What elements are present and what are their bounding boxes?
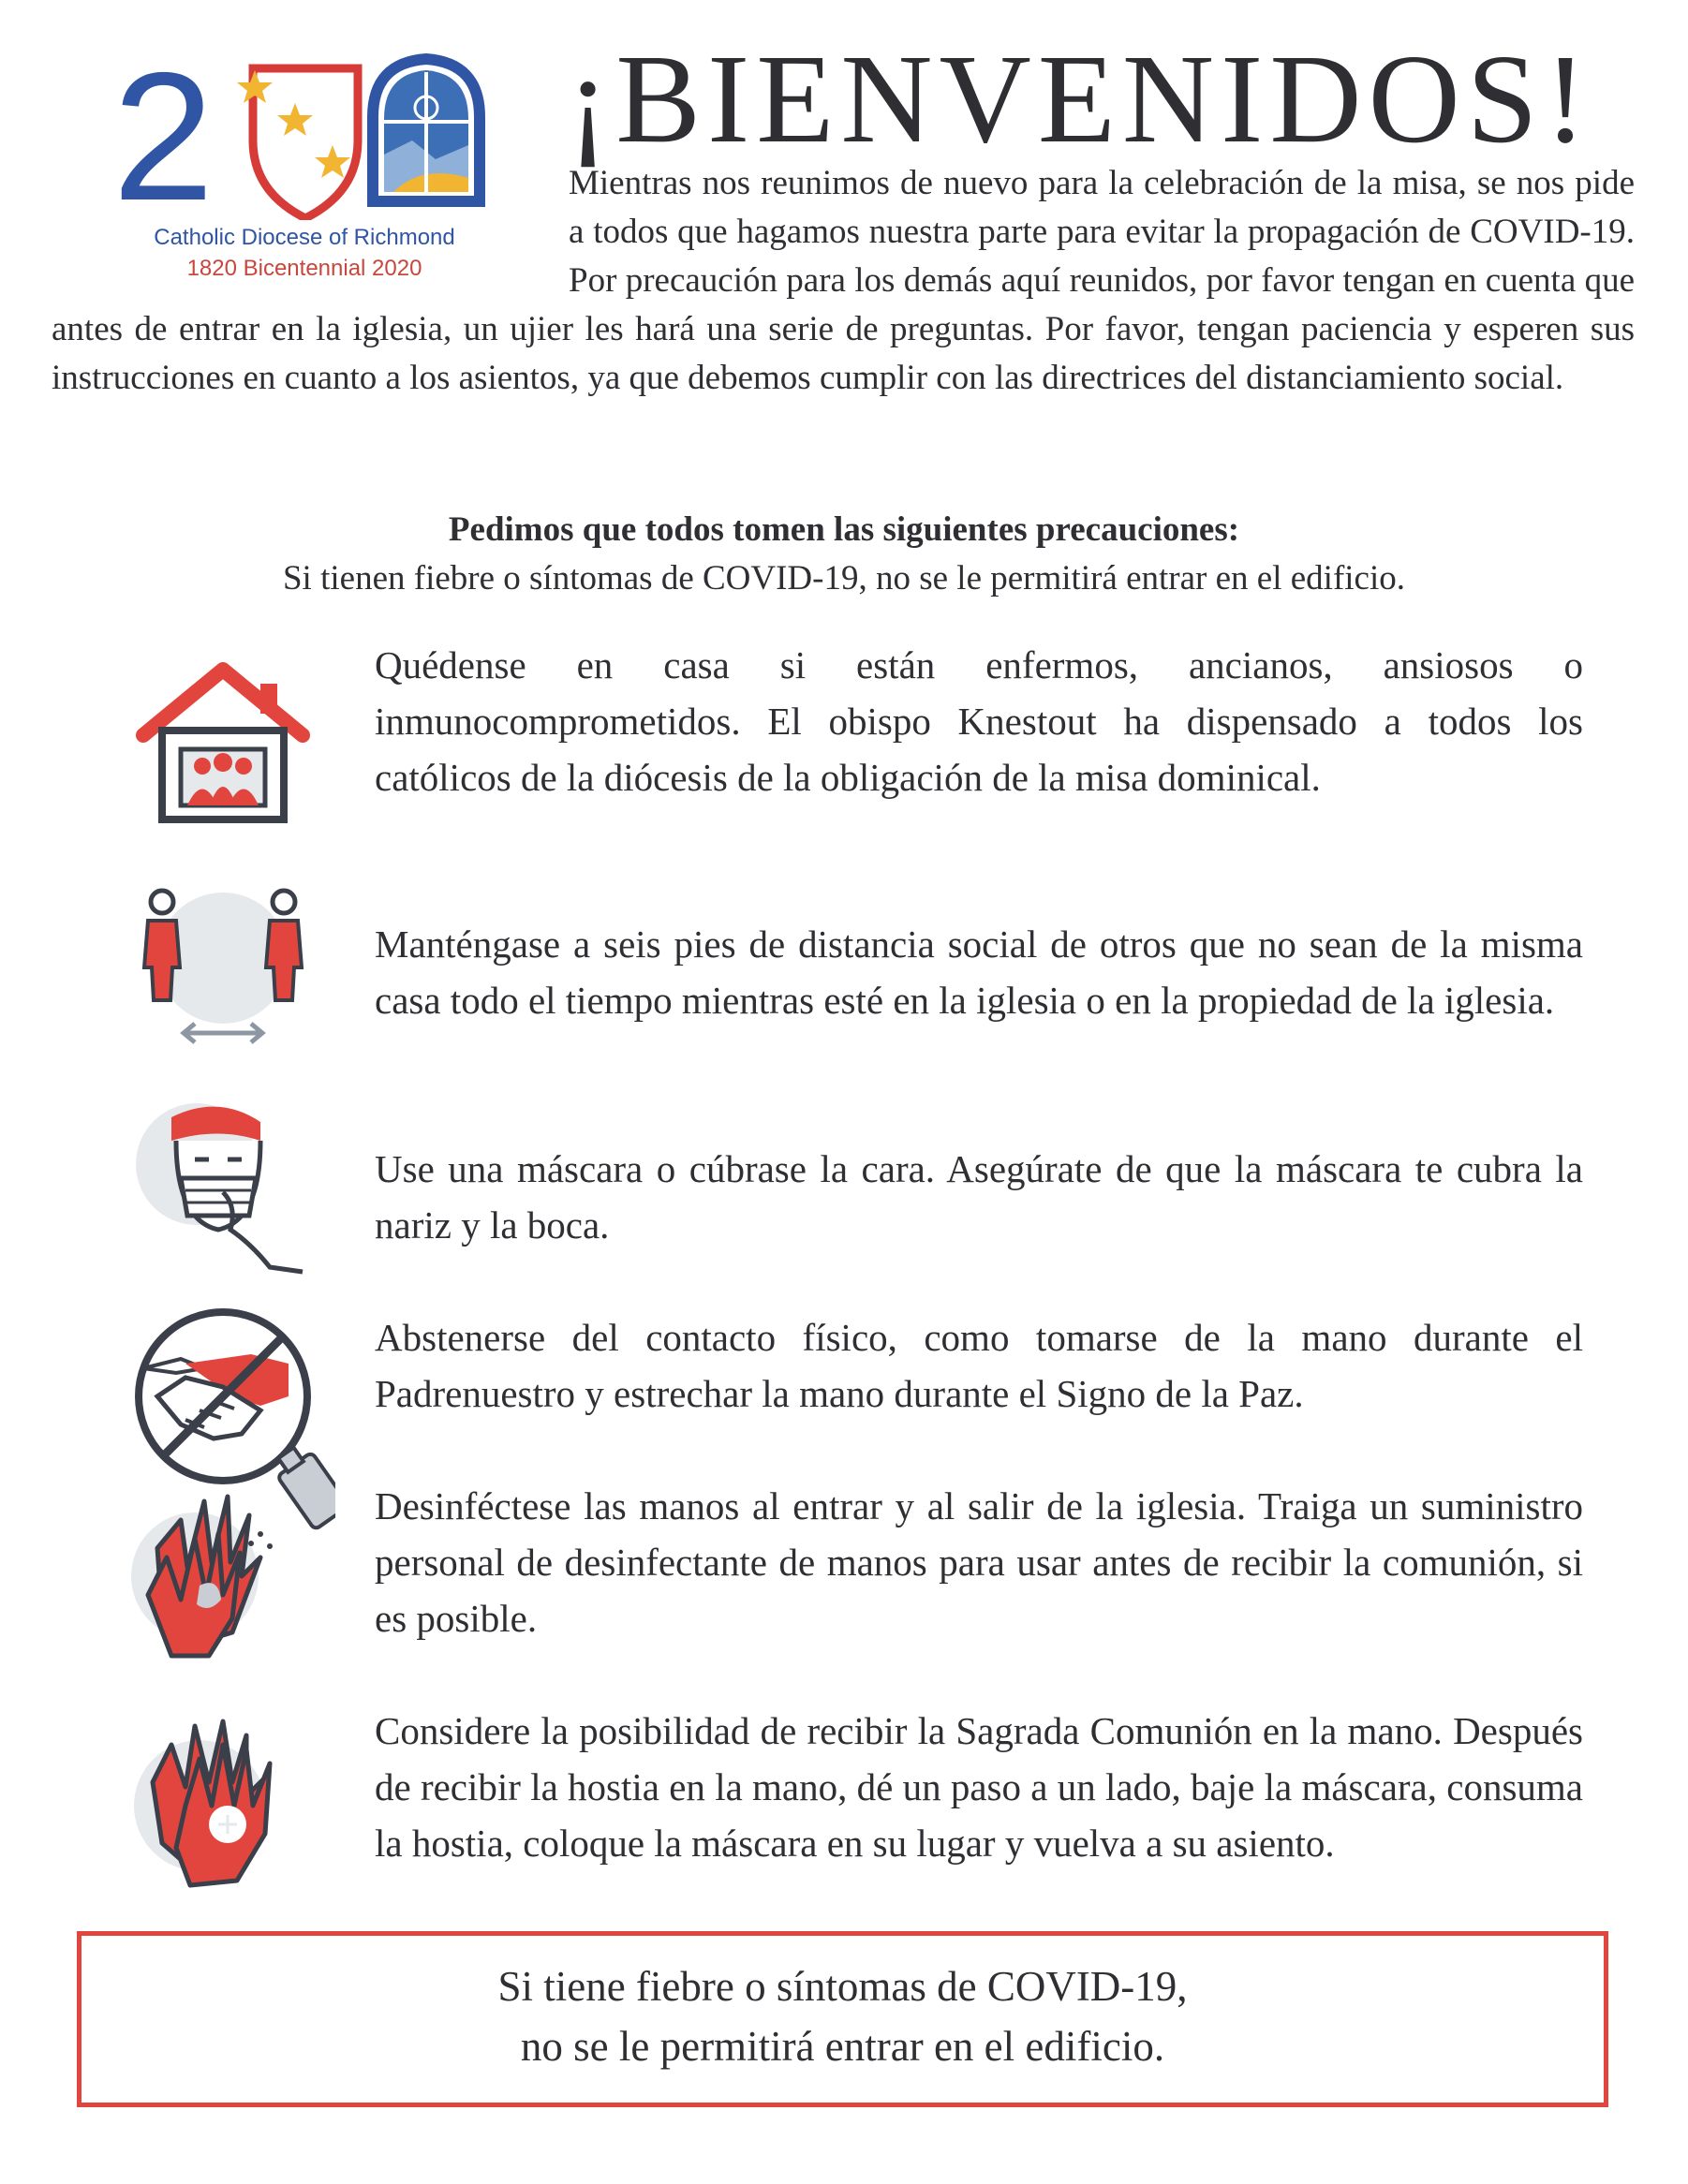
precautions-subheading: Si tienen fiebre o síntomas de COVID-19, no se le permitirá entrar en el edificio. — [282, 559, 1406, 598]
communion-hands-icon — [129, 1693, 317, 1909]
face-mask-icon — [129, 1089, 317, 1276]
precaution-text: Desinféctese las manos al entrar y al salir de la iglesia. Traiga un suministro personal de desinfectante de manos para usar antes de recibir la comunión, si es posible. — [375, 1484, 1583, 1640]
logo-float-spacer — [52, 159, 569, 305]
precautions-heading: Pedimos que todos tomen las siguientes precauciones: — [448, 510, 1240, 549]
house-family-icon — [129, 656, 317, 843]
intro-paragraph — [52, 159, 1635, 403]
precaution-text: Use una máscara o cúbrase la cara. Asegúrate de que la máscara te cubra la nariz y la boca. — [375, 1147, 1583, 1247]
precaution-text: Manténgase a seis pies de distancia social de otros que no sean de la misma casa todo el tiempo mientras esté en la iglesia o en la propiedad de la iglesia. — [375, 922, 1583, 1022]
logo-bicentennial-dates: 1820 Bicentennial 2020 — [186, 256, 422, 281]
social-distance-icon — [129, 878, 317, 1066]
hand-sanitizer-icon — [129, 1445, 317, 1670]
intro-text: Mientras nos reunimos de nuevo para la celebración de la misa, se nos pide a todos que hagamos nuestra parte para evitar la propagación de COVID-19. Por precaución para los demás aquí reunidos, por favor tengan en cuenta que antes de entrar en la iglesia, un ujier les hará una serie de preguntas. Por favor, tengan paciencia y esperen sus instrucciones en cuanto a los asientos, ya que debemos cumplir con las directrices del distanciamiento social. — [52, 164, 1635, 397]
notice-line-2: no se le permitirá entrar en el edificio. — [520, 2023, 1165, 2070]
precaution-text: Abstenerse del contacto físico, como tomarse de la mano durante el Padrenuestro y estrechar la mano durante el Signo de la Paz. — [375, 1316, 1583, 1415]
fever-notice-box — [77, 1931, 1608, 2107]
logo-numeral-2: 2 — [112, 52, 215, 220]
precaution-text: Quédense en casa si están enfermos, ancianos, ansiosos o inmunocomprometidos. El obispo Knestout ha dispensado a todos los católicos de la diócesis de la obligación de la misa dominical. — [375, 643, 1583, 799]
page-title: ¡BIENVENIDOS! — [567, 29, 1593, 170]
notice-line-1: Si tiene fiebre o síntomas de COVID-19, — [497, 1963, 1188, 2010]
logo-diocese-name: Catholic Diocese of Richmond — [154, 225, 455, 250]
precaution-text: Considere la posibilidad de recibir la Sagrada Comunión en la mano. Después de recibir la hostia en la mano, dé un paso a un lado, baje la máscara, consuma la hostia, coloque la máscara en su lugar y vuelva a su asiento. — [375, 1709, 1583, 1865]
